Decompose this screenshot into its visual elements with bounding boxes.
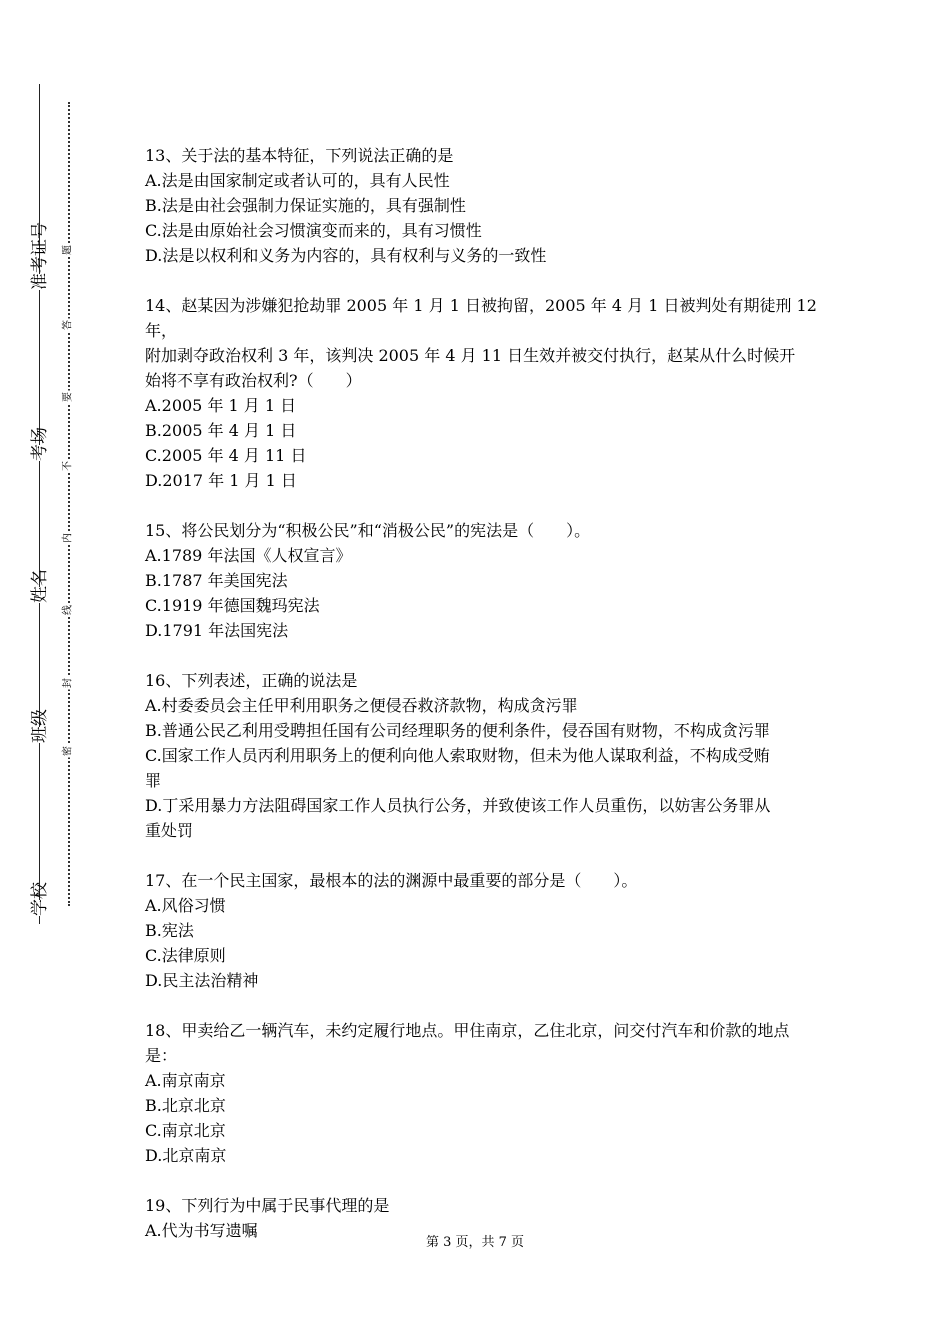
option: B.宪法 (145, 921, 194, 940)
question-17 (145, 868, 835, 993)
option: D.1791 年法国宪法 (145, 621, 289, 640)
seal-char: 不 (62, 461, 74, 471)
question-13 (145, 143, 835, 268)
option: 罪 (145, 771, 162, 790)
option: C.南京北京 (145, 1121, 226, 1140)
option: C.2005 年 4 月 11 日 (145, 446, 307, 465)
option: A.法是由国家制定或者认可的，具有人民性 (145, 171, 450, 190)
label-school: 学校 (30, 882, 50, 916)
question-list (145, 143, 835, 1268)
question-stem: 17、在一个民主国家，最根本的法的渊源中最重要的部分是（ ）。 (145, 871, 638, 890)
option: B.法是由社会强制力保证实施的，具有强制性 (145, 196, 466, 215)
label-exam-number: 准考证号 (30, 222, 50, 290)
option: A.村委委员会主任甲利用职务之便侵吞救济款物，构成贪污罪 (145, 696, 578, 715)
seal-char: 内 (62, 533, 74, 543)
question-stem: 18、甲卖给乙一辆汽车，未约定履行地点。甲住南京，乙住北京，问交付汽车和价款的地点 (145, 1021, 790, 1040)
question-stem: 附加剥夺政治权利 3 年，该判决 2005 年 4 月 11 日生效并被交付执行，赵某从什么时候开 (145, 346, 796, 365)
question-stem: 是： (145, 1046, 178, 1065)
option: B.普通公民乙利用受聘担任国有公司经理职务的便利条件，侵吞国有财物，不构成贪污罪 (145, 721, 770, 740)
seal-char: 题 (62, 245, 74, 255)
option: 重处罚 (145, 821, 194, 840)
question-stem: 19、下列行为中属于民事代理的是 (145, 1196, 390, 1215)
option: A.代为书写遗嘱 (145, 1221, 258, 1240)
option: A.风俗习惯 (145, 896, 226, 915)
label-exam-room: 考场 (30, 427, 50, 461)
seal-char: 封 (62, 678, 74, 688)
question-stem: 13、关于法的基本特征，下列说法正确的是 (145, 146, 454, 165)
option: D.2017 年 1 月 1 日 (145, 471, 297, 490)
option: B.1787 年美国宪法 (145, 571, 288, 590)
label-name: 姓名 (30, 569, 50, 603)
binding-solid-line (39, 84, 40, 924)
option: D.法是以权利和义务为内容的，具有权利与义务的一致性 (145, 246, 547, 265)
question-stem: 15、将公民划分为“积极公民”和“消极公民”的宪法是（ ）。 (145, 521, 591, 540)
option: C.国家工作人员丙利用职务上的便利向他人索取财物，但未为他人谋取利益，不构成受贿 (145, 746, 770, 765)
option: C.1919 年德国魏玛宪法 (145, 596, 320, 615)
option: D.北京南京 (145, 1146, 227, 1165)
question-stem: 14、赵某因为涉嫌犯抢劫罪 2005 年 1 月 1 日被拘留，2005 年 4 月 1 日被判处有期徒刑 12 年， (145, 296, 817, 340)
option: B.2005 年 4 月 1 日 (145, 421, 297, 440)
seal-char: 线 (62, 605, 74, 615)
option: D.民主法治精神 (145, 971, 259, 990)
page-number-footer: 第 3 页，共 7 页 (425, 1235, 525, 1250)
option: A.2005 年 1 月 1 日 (145, 396, 297, 415)
option: C.法律原则 (145, 946, 226, 965)
question-stem: 16、下列表述，正确的说法是 (145, 671, 358, 690)
option: A.南京南京 (145, 1071, 226, 1090)
question-18 (145, 1018, 835, 1168)
seal-char: 要 (62, 392, 74, 402)
question-stem: 始将不享有政治权利?（ ） (145, 371, 362, 390)
option: D.丁采用暴力方法阻碍国家工作人员执行公务，并致使该工作人员重伤，以妨害公务罪从 (145, 796, 771, 815)
option: C.法是由原始社会习惯演变而来的，具有习惯性 (145, 221, 482, 240)
question-15 (145, 518, 835, 643)
seal-char: 答 (62, 320, 74, 330)
option: B.北京北京 (145, 1096, 226, 1115)
question-16 (145, 668, 835, 843)
question-14 (145, 293, 835, 493)
binding-dotted-line (68, 102, 70, 906)
option: A.1789 年法国《人权宣言》 (145, 546, 352, 565)
label-class: 班级 (30, 709, 50, 743)
seal-char: 密 (62, 746, 74, 756)
